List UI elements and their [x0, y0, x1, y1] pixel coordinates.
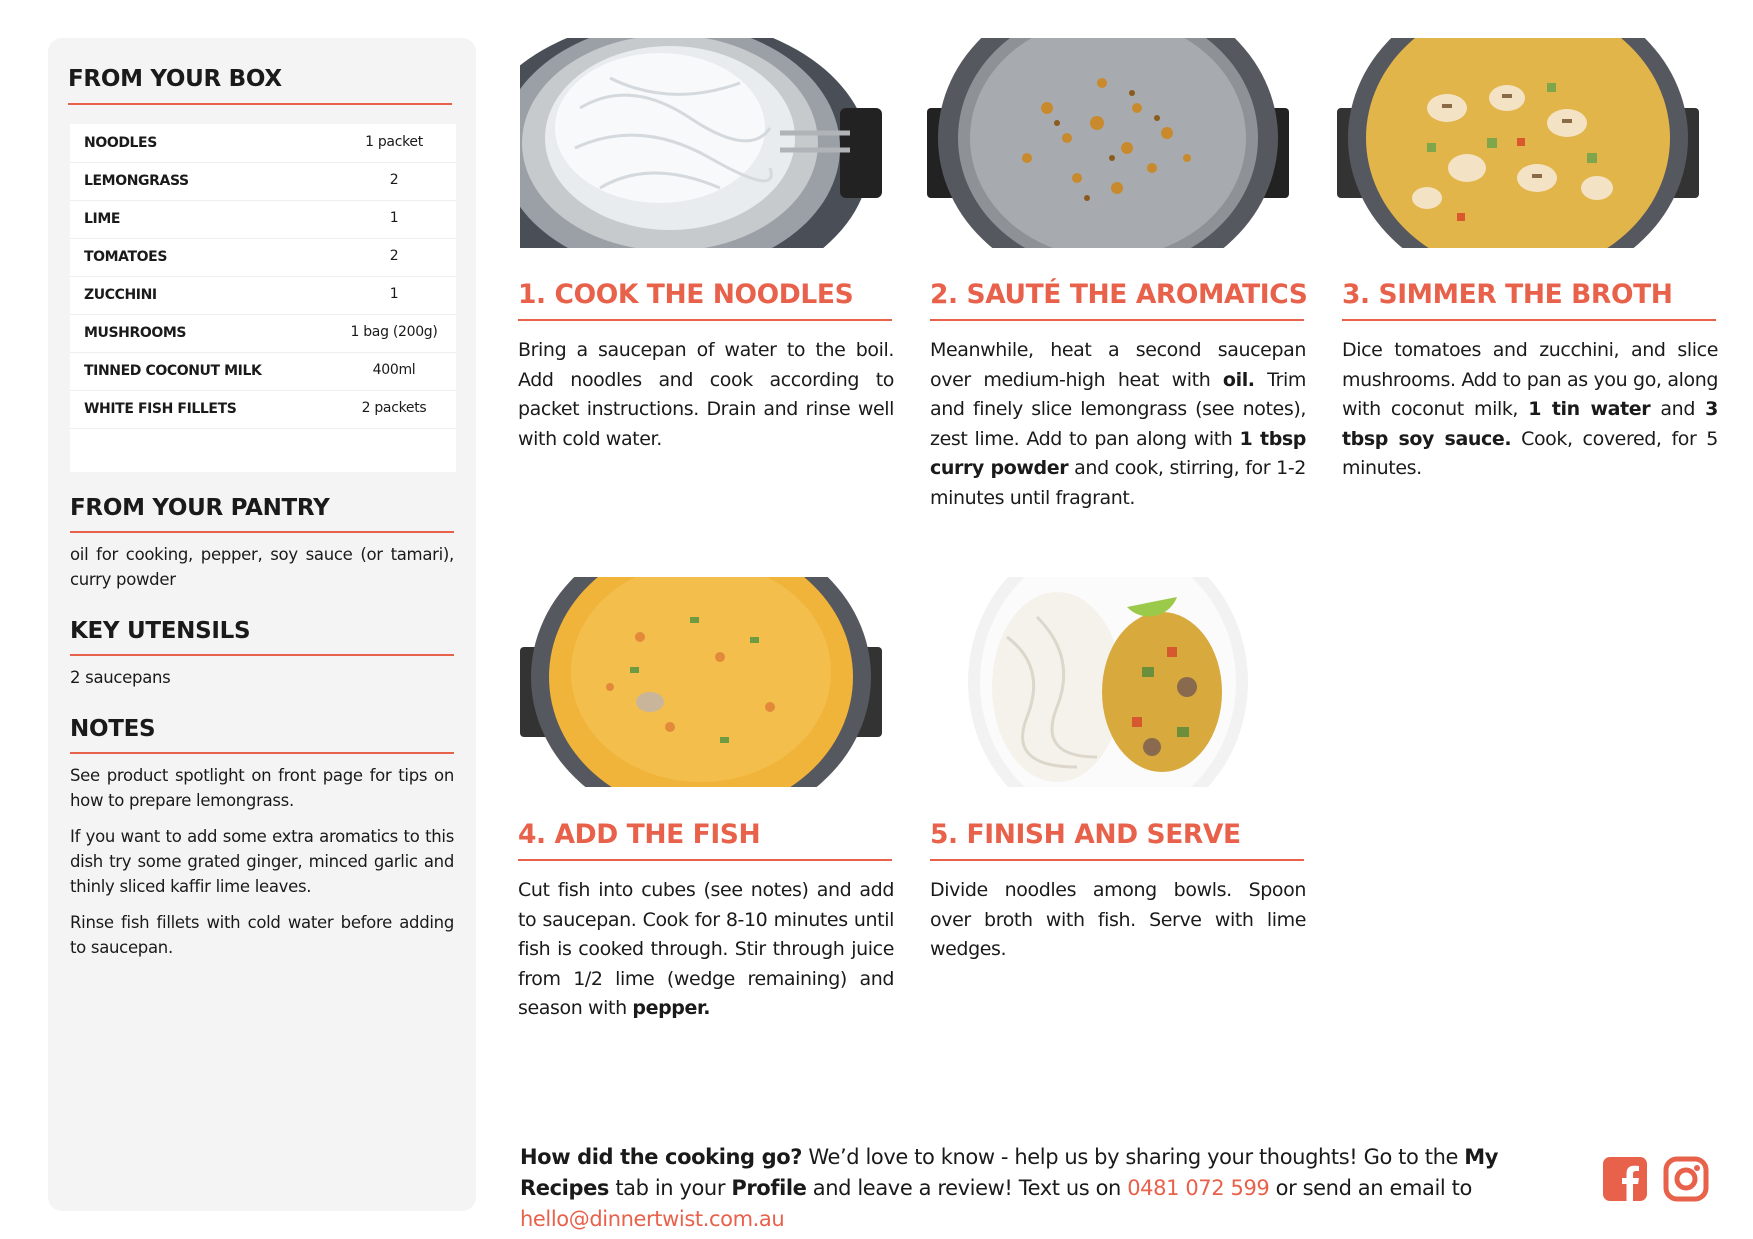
ingredient-qty: 2 — [389, 248, 399, 264]
table-row — [70, 352, 456, 391]
step-2-title: 2. SAUTÉ THE AROMATICS — [930, 279, 1308, 310]
ingredient-qty: 1 — [389, 210, 399, 226]
table-row — [70, 390, 456, 429]
ingredients-table — [70, 124, 456, 472]
step-5-title: 5. FINISH AND SERVE — [930, 819, 1241, 850]
facebook-icon[interactable] — [1601, 1155, 1649, 1203]
ingredient-qty: 1 packet — [365, 134, 423, 150]
ingredient-qty: 1 bag (200g) — [350, 324, 438, 340]
step-3-rule — [1342, 319, 1716, 321]
ingredient-name: MUSHROOMS — [84, 325, 187, 341]
fish-curry-pan-photo — [520, 577, 882, 787]
broth-pan-photo — [1337, 38, 1699, 248]
pantry-title-rule — [70, 531, 454, 533]
ingredient-name: LIME — [84, 211, 121, 227]
ingredient-name: ZUCCHINI — [84, 287, 157, 303]
served-bowl-photo — [927, 577, 1289, 787]
ingredient-qty: 1 — [389, 286, 399, 302]
utensils-title: KEY UTENSILS — [70, 618, 251, 644]
step-4-text: Cut fish into cubes (see notes) and add to saucepan. Cook for 8-10 minutes until fish is cooked through. Stir through juice from 1/2 lime (wedge remaining) and season with pepper. — [518, 879, 894, 1019]
step-5-rule — [930, 859, 1304, 861]
step-3-title: 3. SIMMER THE BROTH — [1342, 279, 1673, 310]
box-title-rule — [68, 103, 452, 105]
notes-paragraph: If you want to add some extra aromatics to this dish try some grated ginger, minced garlic and thinly sliced kaffir lime leaves. — [70, 827, 454, 896]
step-1-text: Bring a saucepan of water to the boil. Add noodles and cook according to packet instructions. Drain and rinse well with cold water. — [518, 339, 894, 450]
utensils-text: 2 saucepans — [70, 668, 171, 687]
instagram-icon[interactable] — [1662, 1155, 1710, 1203]
ingredient-name: LEMONGRASS — [84, 173, 189, 189]
table-row — [70, 200, 456, 239]
table-row — [70, 314, 456, 353]
ingredient-qty: 2 packets — [361, 400, 427, 416]
email-link[interactable]: hello@dinnertwist.com.au — [520, 1207, 785, 1231]
step-2-text: Meanwhile, heat a second saucepan over medium-high heat with oil. Trim and finely slice lemongrass (see notes), zest lime. Add to pan along with 1 tbsp curry powder and cook, stirring, for 1-2 minutes until fragrant. — [930, 339, 1306, 509]
step-5-text: Divide noodles among bowls. Spoon over broth with fish. Serve with lime wedges. — [930, 879, 1306, 960]
table-row — [70, 238, 456, 277]
notes-paragraph: Rinse fish fillets with cold water before adding to saucepan. — [70, 913, 454, 957]
step-4-title: 4. ADD THE FISH — [518, 819, 761, 850]
ingredient-name: TOMATOES — [84, 249, 168, 265]
table-row — [70, 162, 456, 201]
notes-title-rule — [70, 752, 454, 754]
ingredient-name: TINNED COCONUT MILK — [84, 363, 262, 379]
ingredient-name: WHITE FISH FILLETS — [84, 401, 237, 417]
step-1-rule — [518, 319, 892, 321]
ingredient-name: NOODLES — [84, 135, 157, 151]
table-row — [70, 276, 456, 315]
box-title: FROM YOUR BOX — [68, 66, 282, 92]
step-4-rule — [518, 859, 892, 861]
pantry-text: oil for cooking, pepper, soy sauce (or tamari), curry powder — [70, 545, 454, 589]
aromatics-pan-photo — [927, 38, 1289, 248]
step-1-title: 1. COOK THE NOODLES — [518, 279, 854, 310]
feedback-message: How did the cooking go? We’d love to know - help us by sharing your thoughts! Go to the My Recipes tab in your Profile and leave a review! Text us on 0481 072 599 or send an email to hello@dinnertwist.com.au — [520, 1145, 1499, 1231]
pantry-title: FROM YOUR PANTRY — [70, 495, 330, 521]
notes-paragraph: See product spotlight on front page for tips on how to prepare lemongrass. — [70, 766, 454, 810]
phone-link[interactable]: 0481 072 599 — [1127, 1176, 1270, 1200]
table-row — [70, 124, 456, 163]
ingredient-qty: 2 — [389, 172, 399, 188]
notes-title: NOTES — [70, 716, 156, 742]
step-3-text: Dice tomatoes and zucchini, and slice mushrooms. Add to pan as you go, along with coconut milk, 1 tin water and 3 tbsp soy sauce. Cook, covered, for 5 minutes. — [1342, 339, 1718, 479]
utensils-title-rule — [70, 654, 454, 656]
noodles-colander-photo — [520, 38, 882, 248]
ingredient-qty: 400ml — [372, 362, 416, 378]
step-2-rule — [930, 319, 1304, 321]
